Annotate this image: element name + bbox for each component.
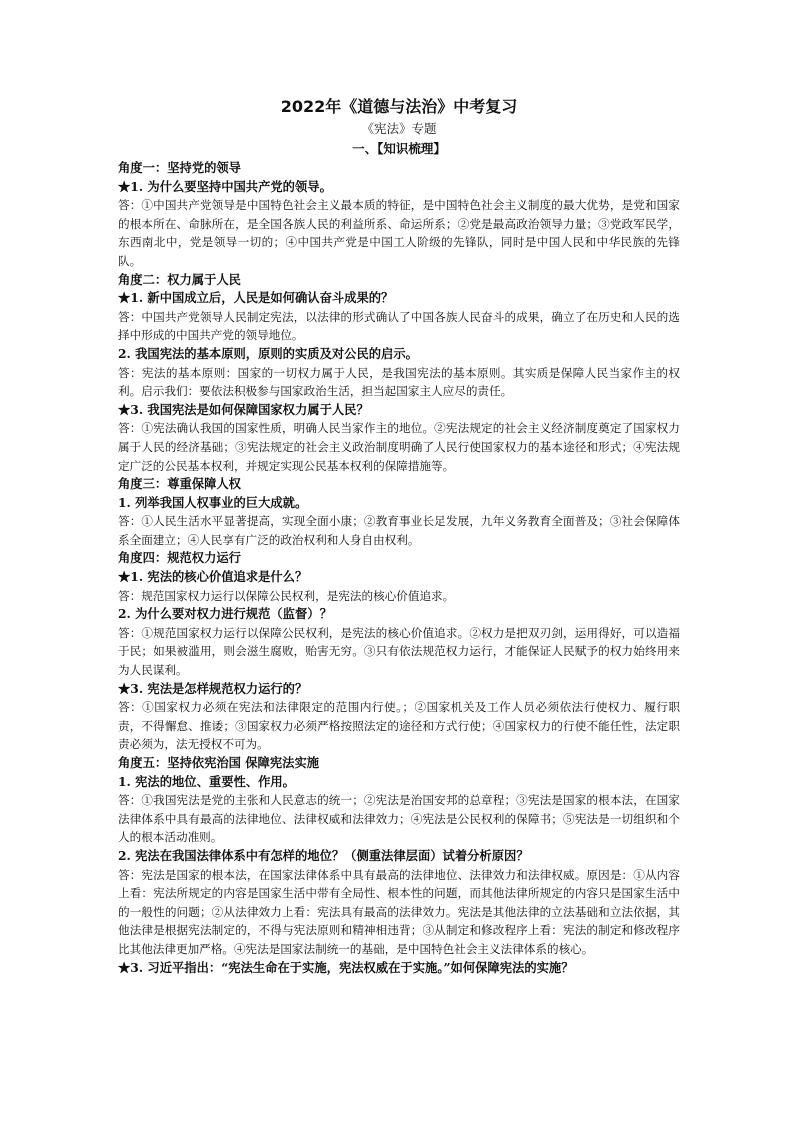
answer-paragraph: 答：①宪法确认我国的国家性质，明确人民当家作主的地位。②宪法规定的社会主义经济制度奠定了国家权力属于人民的经济基础；③宪法规定的社会主义政治制度明确了人民行使国家权力的基本途径和形式；④宪法规定广泛的公民基本权利，并规定实现公民基本权利的保障措施等。 bbox=[118, 421, 680, 473]
answer-paragraph: 答：宪法是国家的根本法，在国家法律体系中具有最高的法律地位、法律效力和法律权威。原因是：①从内容上看：宪法所规定的内容是国家生活中带有全局性、根本性的问题，而其他法律所规定的内容只是国家生活中的一般性的问题；②从法律效力上看：宪法具有最高的法律效力。宪法是其他法律的立法基础和立法依据，其他法律是根据宪法制定的，不得与宪法原则和精神相违背；③从制定和修改程序上看：宪法的制定和修改程序比其他法律更加严格。④宪法是国家法制统一的基础，是中国特色社会主义法律体系的核心。 bbox=[118, 867, 680, 956]
answer-paragraph: 答：①中国共产党领导是中国特色社会主义最本质的特征，是中国特色社会主义制度的最大优势，是党和国家的根本所在、命脉所在，是全国各族人民的利益所系、命运所系；②党是最高政治领导力量；③党政军民学，东西南北中，党是领导一切的；④中国共产党是中国工人阶级的先锋队，同时是中国人民和中华民族的先锋队。 bbox=[118, 198, 680, 268]
document-title: 2022年《道德与法治》中考复习 bbox=[280, 97, 518, 116]
question-heading: 1. 列举我国人权事业的巨大成就。 bbox=[118, 494, 308, 510]
question-heading: 2. 宪法在我国法律体系中有怎样的地位？（侧重法律层面）试着分析原因？ bbox=[118, 847, 529, 863]
content-blocks bbox=[118, 159, 680, 977]
question-heading: 角度四：规范权力运行 bbox=[118, 550, 241, 566]
answer-paragraph: 答：宪法的基本原则：国家的一切权力属于人民，是我国宪法的基本原则。其实质是保障人民当家作主的权利。启示我们：要依法积极参与国家政治生活，担当起国家主人应尽的责任。 bbox=[118, 365, 680, 399]
question-heading: 角度三：尊重保障人权 bbox=[118, 476, 241, 492]
question-heading: 1. 宪法的地位、重要性、作用。 bbox=[118, 773, 295, 789]
question-heading: ★3. 习近平指出：“宪法生命在于实施，宪法权威在于实施。”如何保障宪法的实施？ bbox=[118, 959, 574, 975]
question-heading: ★1. 新中国成立后，人民是如何确认奋斗成果的？ bbox=[118, 290, 394, 306]
question-heading: 2. 我国宪法的基本原则，原则的实质及对公民的启示。 bbox=[118, 345, 418, 361]
answer-paragraph: 答：①人民生活水平显著提高，实现全面小康；②教育事业长足发展，九年义务教育全面普及；③社会保障体系全面建立；④人民享有广泛的政治权利和人身自由权利。 bbox=[118, 514, 680, 547]
question-heading: 角度五：坚持依宪治国 保障宪法实施 bbox=[118, 755, 320, 770]
question-heading: 角度一：坚持党的领导 bbox=[118, 160, 241, 175]
answer-paragraph: 答：中国共产党领导人民制定宪法，以法律的形式确认了中国各族人民奋斗的成果，确立了在历史和人民的选择中形成的中国共产党的领导地位。 bbox=[118, 309, 680, 343]
question-heading: ★3. 我国宪法是如何保障国家权力属于人民？ bbox=[118, 401, 369, 417]
answer-paragraph: 答：①规范国家权力运行以保障公民权利，是宪法的核心价值追求。②权力是把双刃剑，运用得好，可以造福于民；如果被滥用，则会滋生腐败，贻害无穷。③只有依法规范权力运行，才能保证人民赋予的权力始终用来为人民谋利。 bbox=[118, 625, 680, 678]
document-body bbox=[118, 97, 680, 977]
answer-paragraph: 答：规范国家权力运行以保障公民权利，是宪法的核心价值追求。 bbox=[118, 588, 455, 603]
question-heading: 2. 为什么要对权力进行规范（监督）？ bbox=[118, 606, 332, 622]
document-subtitle: 《宪法》专题 bbox=[361, 121, 437, 136]
question-heading: ★3. 宪法是怎样规范权力运行的？ bbox=[118, 680, 308, 696]
answer-paragraph: 答：①国家权力必须在宪法和法律限定的范围内行使。；②国家机关及工作人员必须依法行使权力、履行职责，不得懈怠、推诿；③国家权力必须严格按照法定的途径和方式行使；④国家权力的行使不能任性，法定职责必须为，法无授权不可为。 bbox=[118, 700, 680, 752]
question-heading: ★1. 宪法的核心价值追求是什么？ bbox=[118, 569, 308, 585]
question-heading: ★1. 为什么要坚持中国共产党的领导。 bbox=[118, 178, 332, 194]
section-heading: 一、【知识梳理】 bbox=[352, 141, 446, 156]
question-heading: 角度二：权力属于人民 bbox=[118, 271, 241, 287]
answer-paragraph: 答：①我国宪法是党的主张和人民意志的统一；②宪法是治国安邦的总章程；③宪法是国家的根本法，在国家法律体系中具有最高的法律地位、法律权威和法律效力；④宪法是公民权利的保障书；⑤宪法是一切组织和个人的根本活动准则。 bbox=[118, 793, 680, 845]
